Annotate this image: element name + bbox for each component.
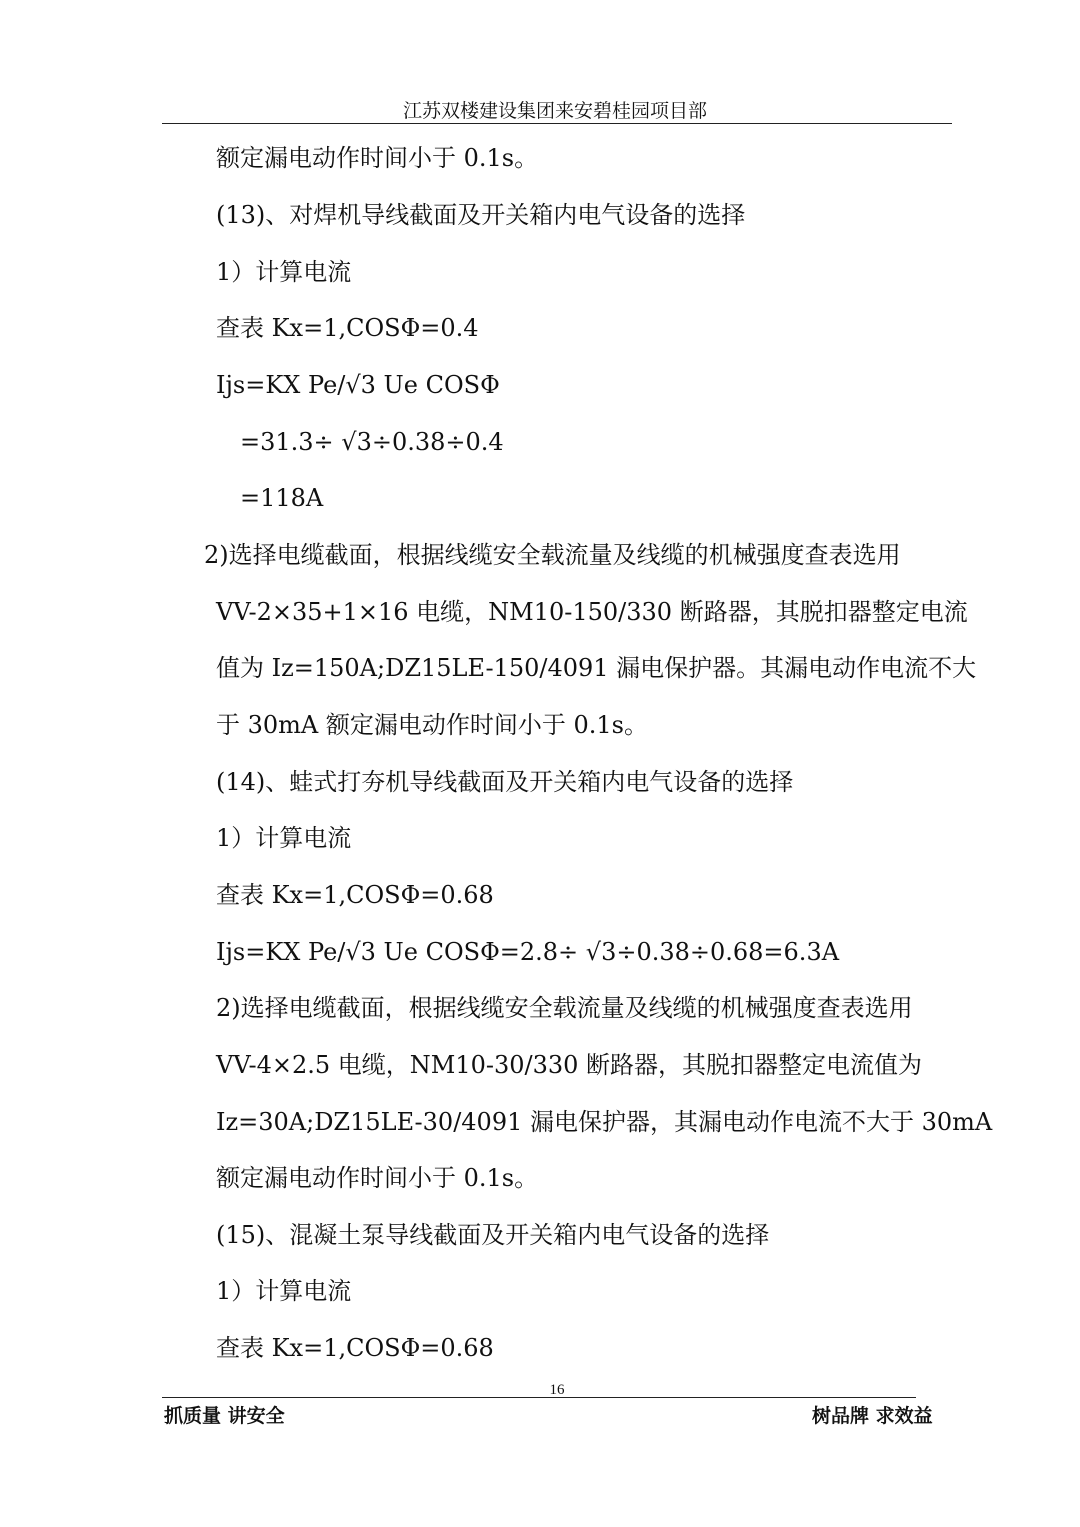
body-line: 查表 Kx=1,COSΦ=0.68: [216, 881, 494, 909]
formula-line: =31.3÷ √3÷0.38÷0.4: [240, 428, 504, 456]
body-line: 查表 Kx=1,COSΦ=0.68: [216, 1334, 494, 1362]
section-heading: (13)、对焊机导线截面及开关箱内电气设备的选择: [216, 201, 746, 229]
body-line: 1）计算电流: [216, 1277, 352, 1305]
body-line: 于 30mA 额定漏电动作时间小于 0.1s。: [216, 711, 648, 739]
body-line: 1）计算电流: [216, 258, 352, 286]
formula-line: =118A: [240, 484, 324, 512]
formula-line: Ijs=KX Pe/√3 Ue COSΦ=2.8÷ √3÷0.38÷0.68=6.3A: [216, 938, 840, 966]
body-line: 查表 Kx=1,COSΦ=0.4: [216, 314, 479, 342]
body-line: Iz=30A;DZ15LE-30/4091 漏电保护器，其漏电动作电流不大于 30mA: [216, 1108, 993, 1136]
footer-rule: [162, 1397, 916, 1398]
footer-left-slogan: 抓质量 讲安全: [164, 1405, 285, 1427]
body-line: VV-4×2.5 电缆，NM10-30/330 断路器，其脱扣器整定电流值为: [216, 1051, 923, 1079]
body-line: VV-2×35+1×16 电缆，NM10-150/330 断路器，其脱扣器整定电流: [216, 598, 968, 626]
section-heading: (14)、蛙式打夯机导线截面及开关箱内电气设备的选择: [216, 768, 794, 796]
body-line: 2)选择电缆截面，根据线缆安全载流量及线缆的机械强度查表选用: [204, 541, 901, 569]
page-number: 16: [549, 1382, 565, 1398]
body-line: 值为 Iz=150A;DZ15LE-150/4091 漏电保护器。其漏电动作电流不大: [216, 654, 977, 682]
section-heading: (15)、混凝土泵导线截面及开关箱内电气设备的选择: [216, 1221, 770, 1249]
formula-line: Ijs=KX Pe/√3 Ue COSΦ: [216, 371, 500, 399]
footer-right-slogan: 树品牌 求效益: [812, 1405, 933, 1427]
header-rule: [162, 123, 952, 124]
body-line: 额定漏电动作时间小于 0.1s。: [216, 1164, 539, 1192]
header-title: 江苏双楼建设集团来安碧桂园项目部: [402, 100, 707, 122]
body-line: 1）计算电流: [216, 824, 352, 852]
body-line: 2)选择电缆截面，根据线缆安全载流量及线缆的机械强度查表选用: [216, 994, 913, 1022]
body-line: 额定漏电动作时间小于 0.1s。: [216, 144, 539, 172]
